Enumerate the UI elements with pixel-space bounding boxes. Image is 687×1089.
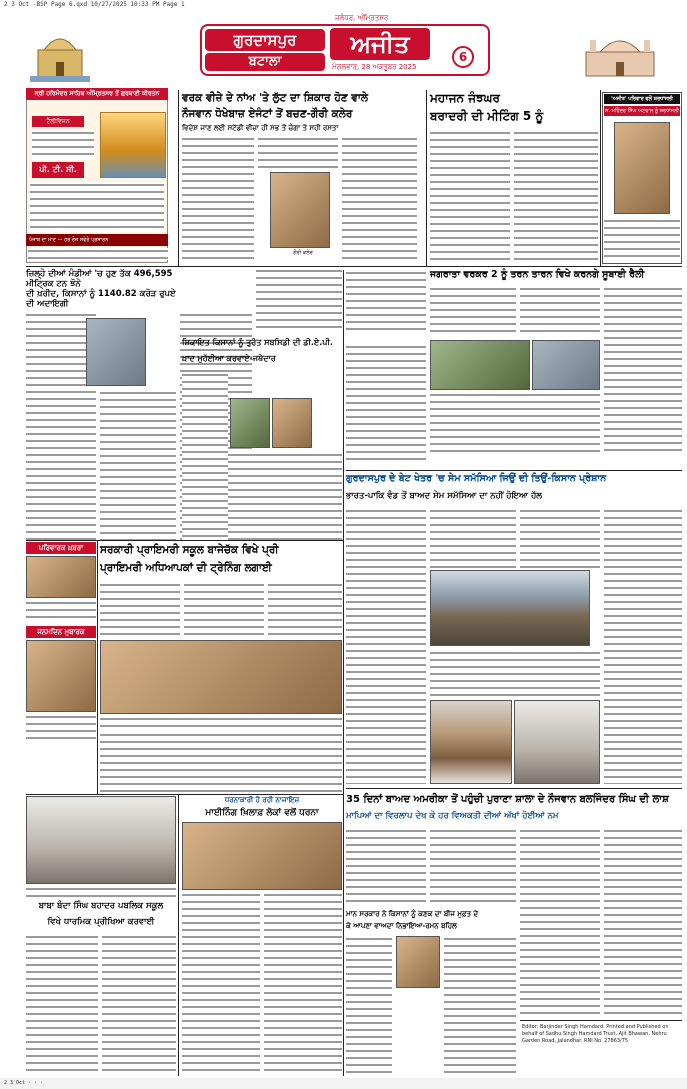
edition-subtitle: ਜਲੰਧਰ, ਅੰਮ੍ਰਿਤਸਰ xyxy=(335,14,389,22)
story11-column-2 xyxy=(430,828,516,906)
story7-landscape-photo xyxy=(430,570,590,646)
story11-column-1 xyxy=(346,828,426,906)
family-text-2 xyxy=(26,714,96,744)
story7-photo-cremation xyxy=(430,700,512,784)
story5-column-2 xyxy=(230,452,342,540)
bottom-print-bar: 2 3 Oct · · · xyxy=(0,1078,687,1089)
story8-column-1 xyxy=(100,582,180,638)
story7-column-3 xyxy=(520,508,600,568)
story8-caption xyxy=(100,716,342,730)
story8-column-2 xyxy=(184,582,264,638)
story13-column-1 xyxy=(346,936,392,1076)
story6-column-1 xyxy=(430,286,516,336)
golden-temple-image xyxy=(100,112,166,178)
story6-caption-text xyxy=(430,392,600,456)
story8-group-photo xyxy=(100,640,342,714)
story12-caption xyxy=(26,886,176,900)
story1-portrait-photo xyxy=(270,172,330,248)
story12-headline-line2: ਵਿਖੇ ਧਾਰਮਿਕ ਪ੍ਰੀਖਿਆ ਕਰਵਾਈ xyxy=(47,917,155,927)
edition-city: ਬਟਾਲਾ xyxy=(205,53,325,71)
story8-headline-line2: ਪ੍ਰਾਇਮਰੀ ਅਧਿਆਪਕਾਂ ਦੀ ਟ੍ਰੇਨਿੰਗ ਲਗਾਈ xyxy=(100,562,272,574)
divider xyxy=(346,788,682,789)
column-rule xyxy=(426,90,427,266)
story5-column-1 xyxy=(182,372,228,540)
divider xyxy=(346,470,682,471)
story13-portrait xyxy=(396,936,440,988)
story4-headline-line2: ਦੀ ਖ਼ਰੀਦ, ਕਿਸਾਨਾਂ ਨੂੰ 1140.82 ਕਰੋੜ ਰੁਪਏ ਦੀ ਅਦਾਇਗੀ xyxy=(26,289,176,309)
ad-footer: ਪੰਜਾਬ ਦਾ ਮਾਣ — ਹਰ ਰੋਜ਼ ਸਵੇਰੇ ਪ੍ਰਸਾਰਨ xyxy=(26,234,168,246)
ad-channel-badge: ਪੀ. ਟੀ. ਸੀ. xyxy=(32,162,84,178)
story1-photo-caption: ਗੌਰੀ ਕਲੇਰ xyxy=(293,250,313,256)
tribute-subtitle: ਸ. ਮਹਿੰਦਰ ਸਿੰਘ ਅਟਵਾਲ ਨੂੰ ਸ਼ਰਧਾਂਜਲੀ xyxy=(605,108,679,114)
story7-column-1 xyxy=(346,508,426,784)
story7-headline-line1: ਗੁਰਦਾਸਪੁਰ ਦੇ ਬੇਟ ਖੇਤਰ 'ਚ ਸੇਮ ਸਮੱਸਿਆ ਜਿਉਂ ਦੀ ਤਿਉਂ-ਕਿਸਾਨ ਪ੍ਰੇਸ਼ਾਨ xyxy=(346,473,607,484)
story6-photo-right xyxy=(532,340,600,390)
story1-subhead: ਵਿਦੇਸ਼ ਜਾਣ ਲਈ ਸਟੱਡੀ ਵੀਜ਼ਾ ਹੀ ਸਭ ਤੋਂ ਚੰਗਾ ਤੇ ਸਹੀ ਰਸਤਾ xyxy=(182,124,339,132)
story2-column-2 xyxy=(514,130,598,260)
story6-column-2 xyxy=(520,286,600,336)
story12-column-1 xyxy=(26,934,98,1076)
story5-photo-2 xyxy=(272,398,312,448)
story7-headline-line2: ਭਾਰਤ-ਪਾਕਿ ਵੰਡ ਤੋਂ ਬਾਅਦ ਸੇਮ ਸਮੱਸਿਆ ਦਾ ਨਹੀਂ ਹੋਇਆ ਹੱਲ xyxy=(346,491,543,501)
column-rule xyxy=(600,90,601,266)
story10-column-1 xyxy=(182,892,260,1076)
story11-column-4 xyxy=(604,828,682,1016)
edition-name: ਗੁਰਦਾਸਪੁਰ xyxy=(205,29,325,51)
divider xyxy=(26,540,344,541)
story12-column-2 xyxy=(102,934,176,1076)
family-photo-1 xyxy=(26,556,96,598)
newspaper-logo: ਅਜੀਤ xyxy=(330,28,430,60)
story8-more-text xyxy=(100,732,342,792)
story4-official-photo xyxy=(86,318,146,386)
story7-caption xyxy=(430,650,600,696)
ad-schedule-text xyxy=(30,182,164,232)
story7-column-2 xyxy=(430,508,516,568)
story1-headline-line1: ਵਰਕ ਵੀਜ਼ੇ ਦੇ ਨਾਂਅ 'ਤੇ ਲੁੱਟ ਦਾ ਸ਼ਿਕਾਰ ਹੋਣ ਵਾਲੇ xyxy=(182,92,368,104)
mid-column-text-2 xyxy=(346,344,426,464)
story8-headline-line1: ਸਰਕਾਰੀ ਪ੍ਰਾਇਮਰੀ ਸਕੂਲ ਬਾਜੇਚੱਕ ਵਿਖੇ ਪ੍ਰੀ xyxy=(100,544,279,556)
story8-column-3 xyxy=(268,582,342,638)
story5-column-top xyxy=(256,268,342,330)
ad-body-text xyxy=(32,130,94,160)
story10-column-2 xyxy=(264,892,342,1076)
story13-headline-line2: ਕੇ ਆਪਣਾ ਵਾਅਦਾ ਨਿਭਾਇਆ-ਰਮਨ ਬਹਿਲ xyxy=(346,922,457,930)
story2-headline-line1: ਮਹਾਜਨ ਜੰਝਘਰ xyxy=(430,91,500,105)
story5-photo-1 xyxy=(230,398,270,448)
story10-headline: ਮਾਈਨਿੰਗ ਖ਼ਿਲਾਫ਼ ਲੋਕਾਂ ਵਲੋਂ ਧਰਨਾ xyxy=(205,808,319,818)
birthday-tag: ਜਨਮਦਿਨ ਮੁਬਾਰਕ xyxy=(26,626,96,638)
column-rule xyxy=(178,794,179,1076)
print-slug: 2 3 Oct -BSP Page 6.qxd 10/27/2025 10:33 PM Page 1 xyxy=(4,1,185,8)
story2-headline-line2: ਬਰਾਦਰੀ ਦੀ ਮੀਟਿੰਗ 5 ਨੂੰ xyxy=(430,109,544,123)
family-text-1 xyxy=(26,600,96,622)
mid-column-text xyxy=(346,270,426,330)
ad-tag: ਟੈਲੀਵਿਜ਼ਨ xyxy=(32,116,84,127)
story5-headline-line1: ਸ਼ਿਕਾਇਤ ਕਿਸਾਨਾਂ ਨੂੰ ਤੁਰੰਤ ਸਬਸਿਡੀ ਦੀ ਡੀ.ਏ.ਪੀ. xyxy=(182,338,333,347)
divider xyxy=(26,266,682,267)
tribute-title: 'ਅਜੀਤ' ਪਰਿਵਾਰ ਵਲੋਂ ਸ਼ਰਧਾਂਜਲੀ xyxy=(604,94,680,104)
family-photo-2 xyxy=(26,640,96,712)
story12-students-photo xyxy=(26,796,176,884)
story11-column-3 xyxy=(520,828,600,1016)
tribute-portrait xyxy=(614,122,670,214)
story13-headline-line1: ਮਾਨ ਸਰਕਾਰ ਨੇ ਕਿਸਾਨਾਂ ਨੂੰ ਕਣਕ ਦਾ ਬੀਜ ਮੁਫ਼ਤ ਦੇ xyxy=(346,910,479,918)
story7-photo-mourners xyxy=(514,700,600,784)
tribute-text xyxy=(604,218,680,260)
imprint-text: Editor: Barjinder Singh Hamdard. Printed and Published on behalf of Sadhu Singh Hamdard Trust, Ajit Bhawan, Nehru Garden Road, Jalandhar. RNI No. 27863/75 xyxy=(522,1024,669,1044)
story11-headline-line2: ਮਾਪਿਆਂ ਦਾ ਵਿਰਲਾਪ ਦੇਖ ਕੇ ਹਰ ਵਿਅਕਤੀ ਦੀਆਂ ਅੱਖਾਂ ਹੋਈਆਂ ਨਮ xyxy=(346,811,559,821)
story1-column-2-top xyxy=(258,136,338,170)
temple-left-illustration xyxy=(30,26,90,82)
story13-column-2 xyxy=(444,936,516,1076)
story12-headline-line1: ਬਾਬਾ ਬੰਦਾ ਸਿੰਘ ਬਹਾਦਰ ਪਬਲਿਕ ਸਕੂਲ xyxy=(38,901,164,911)
column-rule xyxy=(178,90,179,266)
column-rule xyxy=(97,540,98,794)
issue-date: ਮੰਗਲਵਾਰ, 28 ਅਕਤੂਬਰ 2025 xyxy=(332,63,417,71)
temple-right-illustration xyxy=(580,30,660,80)
story6-photo-left xyxy=(430,340,530,390)
story10-protest-photo xyxy=(182,822,342,890)
story10-kicker: ਧਰਨਾਕਾਰੀ ਹੋ ਰਹੀ ਨਾਜਾਇਜ਼ xyxy=(224,796,300,804)
story1-headline-line2: ਨੌਜਵਾਨ ਧੋਖੇਬਾਜ਼ ਏਜੰਟਾਂ ਤੋਂ ਬਚਣ-ਗੌਰੀ ਕਲੇਰ xyxy=(182,108,353,120)
story11-headline-line1: 35 ਦਿਨਾਂ ਬਾਅਦ ਅਮਰੀਕਾ ਤੋਂ ਪਹੁੰਚੀ ਪੁਰਾਣਾ ਸ਼ਾਲਾ ਦੇ ਨੌਜਵਾਨ ਬਲਜਿੰਦਰ ਸਿੰਘ ਦੀ ਲਾਸ਼ xyxy=(346,794,669,805)
family-news-tag: ਪਰਿਵਾਰਕ ਖ਼ਬਰਾਂ xyxy=(26,542,96,554)
story7-column-4 xyxy=(604,508,682,784)
story1-column-3 xyxy=(342,136,417,264)
page-number: 6 xyxy=(452,46,474,68)
story1-column-1 xyxy=(182,136,254,264)
divider xyxy=(26,794,344,795)
story6-column-3 xyxy=(604,286,682,456)
story6-headline: ਜਗਰਾਤਾ ਵਰਕਰ 2 ਨੂੰ ਤਰਨ ਤਾਰਨ ਵਿਖੇ ਕਰਨਗੇ ਸੂਬਾਈ ਰੈਲੀ xyxy=(430,269,645,280)
ad-title: ਸ੍ਰੀ ਹਰਿਮੰਦਰ ਸਾਹਿਬ ਅੰਮ੍ਰਿਤਸਰ ਤੋਂ ਗੁਰਬਾਣੀ ਕੀਰਤਨ xyxy=(26,88,168,100)
story5-headline-line2: ਖ਼ਾਦ ਮੁਹੱਈਆ ਕਰਵਾਏ-ਜਥੇਦਾਰ xyxy=(182,354,276,363)
story4-headline-line1: ਜ਼ਿਲ੍ਹੇ ਦੀਆਂ ਮੰਡੀਆਂ 'ਚ ਹੁਣ ਤੱਕ 496,595 ਮੀਟ੍ਰਿਕ ਟਨ ਝੋਨੇ xyxy=(26,269,173,289)
ad-fineprint xyxy=(28,248,168,260)
story4-column-2 xyxy=(100,390,176,540)
story2-column-1 xyxy=(430,130,510,260)
column-rule xyxy=(343,270,344,1076)
